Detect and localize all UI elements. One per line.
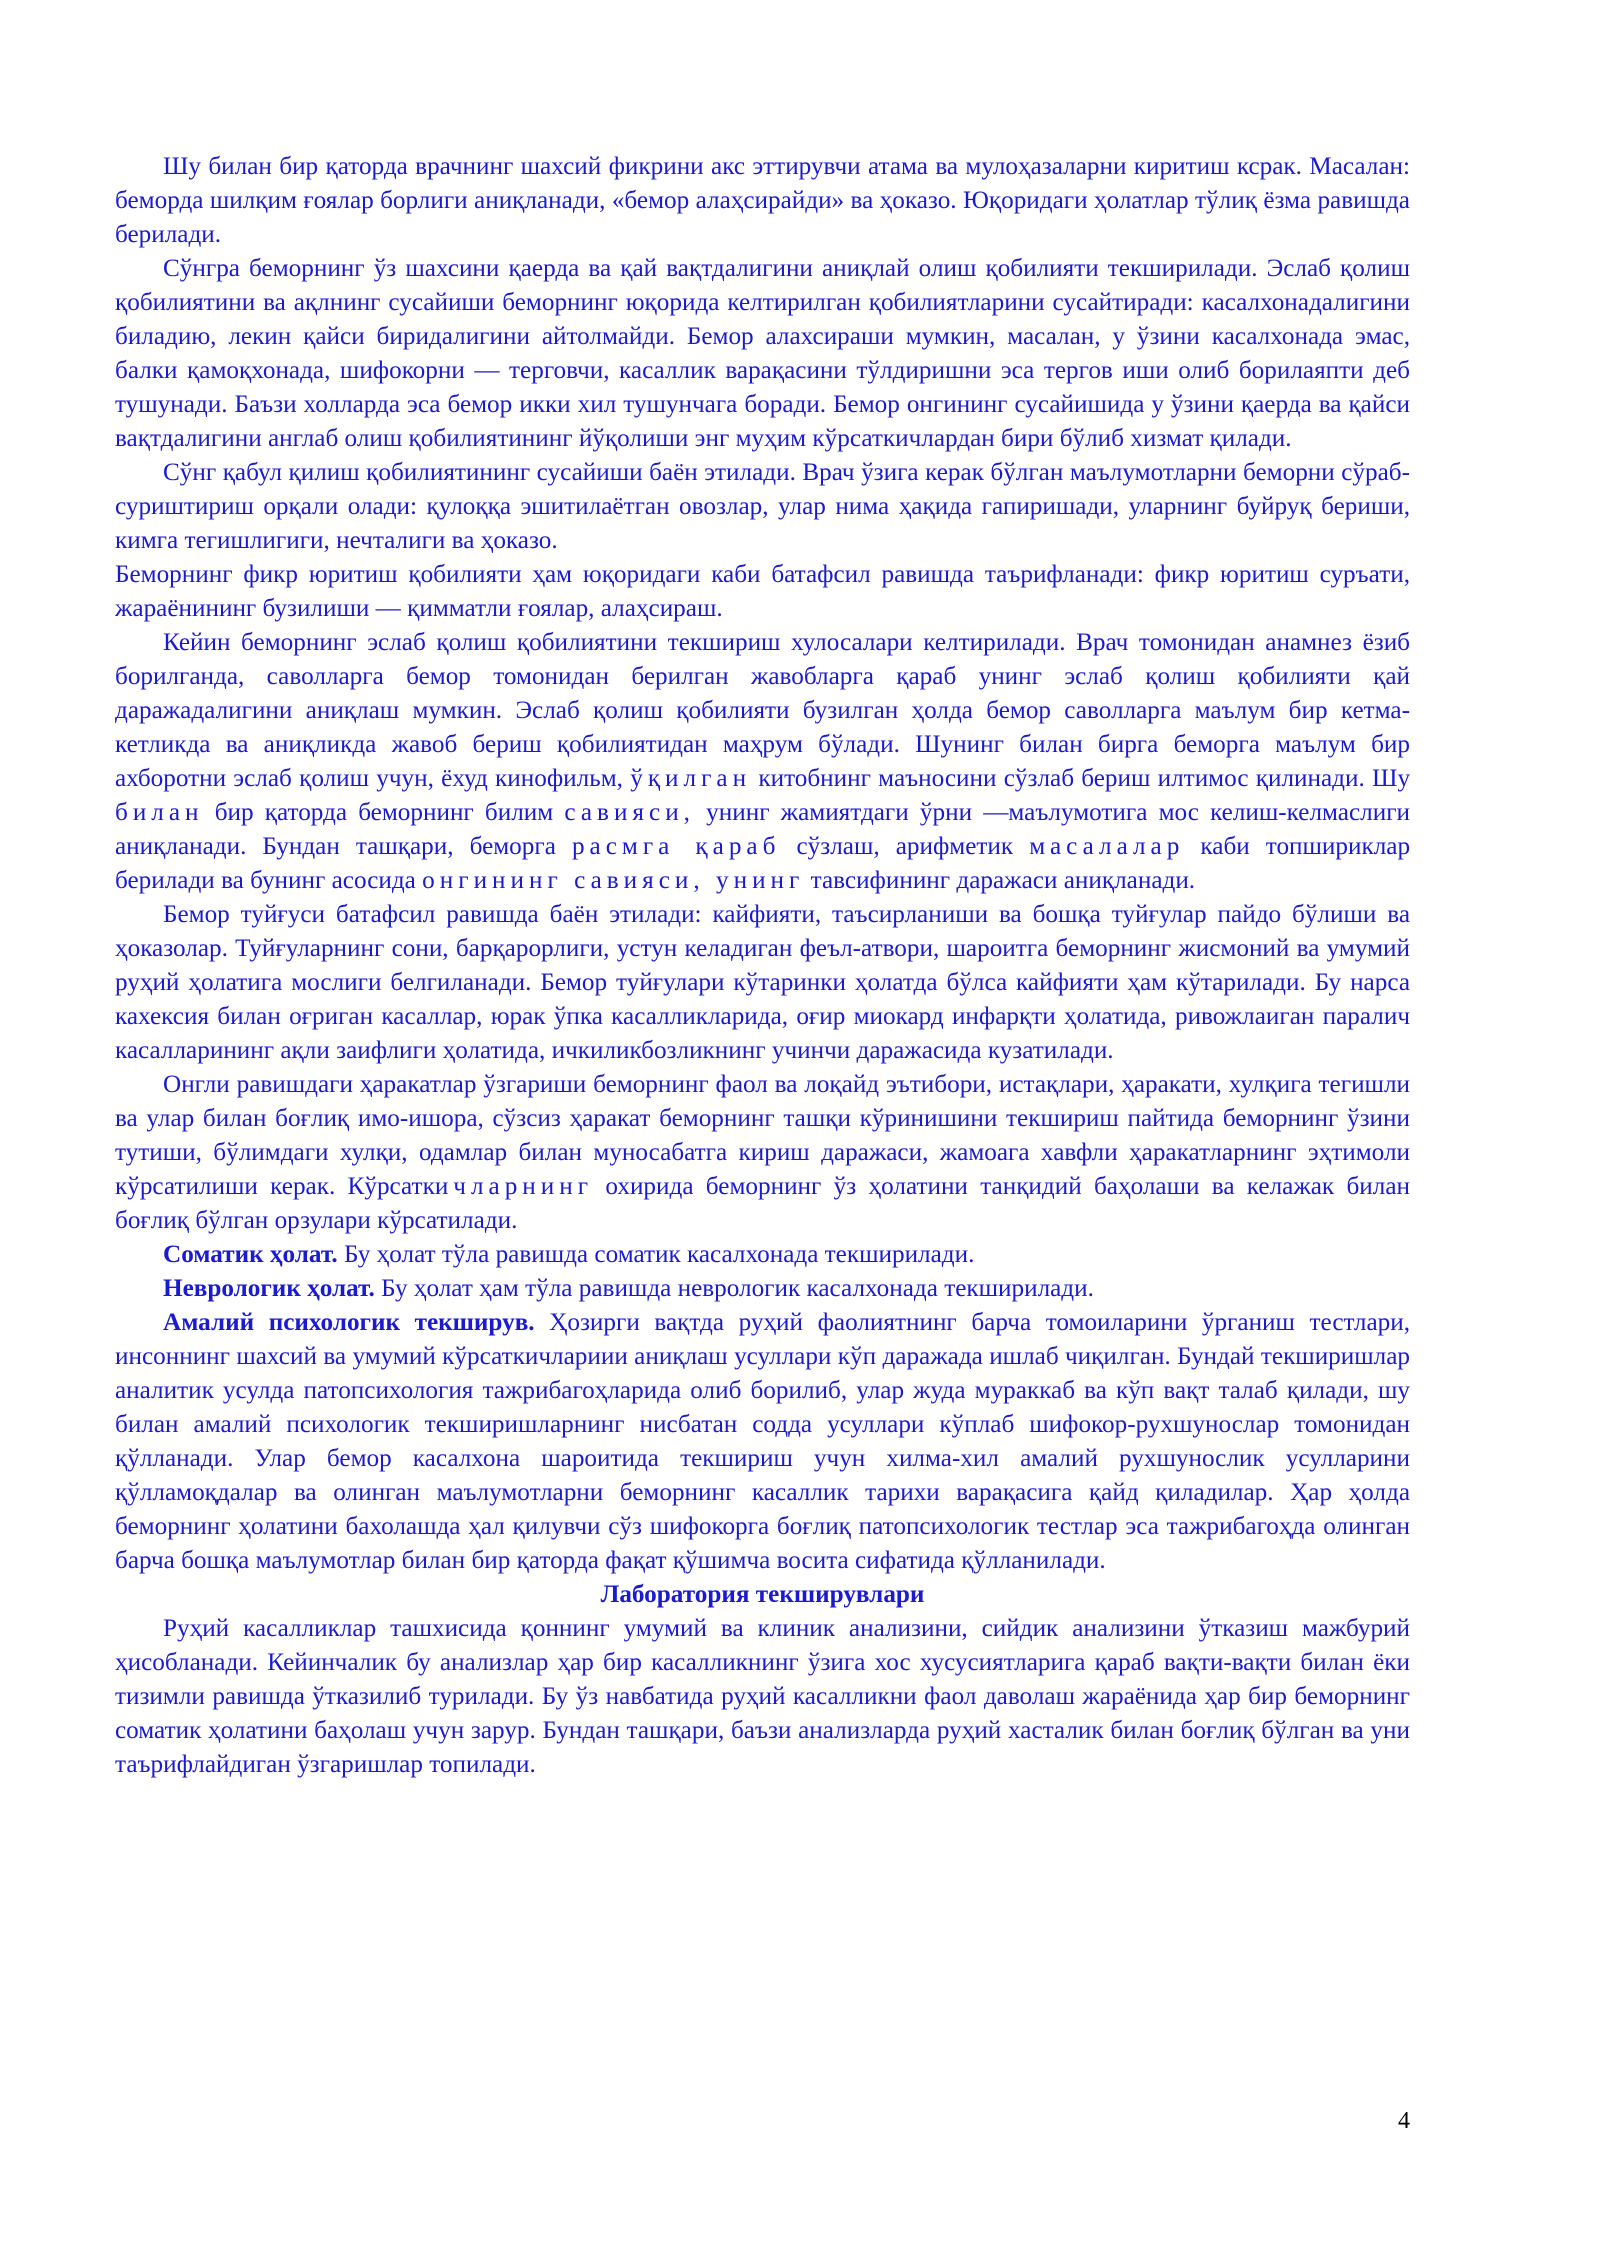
- somatic-heading: Соматик ҳолат.: [163, 1241, 338, 1268]
- text-run: Кейин беморнинг эслаб қолиш қобилиятини текшириш хулосалари келтирилади. Врач томонидан анамнез ёзиб борилганда, саволларга бемор томонидан берилган жавобларга қараб унинг эслаб қолиш қобилияти қай даражадалигини аниқлаш мумкин. Эслаб қолиш қобилияти бузилган ҳолда бемор саволларга маълум бир кетма-кетликда ва аниқликда жавоб бериш қобилиятидан маҳрум бўлади. Шунинг билан бирга беморга маълум бир ахборотни эслаб қолиш учун, ёхуд кинофильм,: [115, 629, 1410, 792]
- psych-paragraph: [115, 1306, 1410, 1578]
- paragraph-5: [115, 626, 1410, 898]
- text-run: охирида беморнинг ўз ҳолатини танқидий баҳолаши ва келажак билан боғлиқ бўлган орзулари кўрсатилади.: [115, 1173, 1410, 1234]
- neuro-text: Бу ҳолат ҳам тўла равишда неврологик касалхонада текширилади.: [374, 1275, 1094, 1302]
- lab-paragraph: Руҳий касалликлар ташхисида қоннинг умумий ва клиник анализини, сийдик анализини ўтказиш мажбурий ҳисобланади. Кейинчалик бу анализлар ҳар бир касалликнинг ўзига хос хусусиятларига қараб вақти-вақти билан ёки тизимли равишда ўтказилиб турилади. Бу ўз навбатида руҳий касалликни фаол даволаш жараёнида ҳар бир беморнинг соматик ҳолатини баҳолаш учун зарур. Бундан ташқари, баъзи анализларда руҳий хасталик билан боғлиқ бўлган ва уни таърифлайдиган ўзгаришлар топилади.: [115, 1615, 1410, 1778]
- neuro-paragraph: [115, 1272, 1410, 1306]
- psych-text: Ҳозирги вақтда руҳий фаолиятнинг барча томоиларини ўрганиш тестлари, инсоннинг шахсий ва умумий кўрсаткичлариии аниқлаш усуллари кўп даражада ишлаб чиқилган. Бундай текширишлар аналитик усулда патопсихология тажрибагоҳларида олиб борилиб, улар жуда мураккаб ва кўп вақт талаб қилади, шу билан амалий психологик текширишларнинг нисбатан содда усуллари кўплаб шифокор-рухшунослар томонидан қўлланади. Улар бемор касалхона шароитида текшириш учун хилма-хил амалий рухшунослик усулларини қўлламоқдалар ва олинган маълумотларни беморнинг касаллик тарихи варақасига қайд қиладилар. Ҳар ҳолда беморнинг ҳолатини бахолашда ҳал қилувчи сўз шифокорга боғлиқ патопсихологик тестлар эса тажрибагоҳда олинган барча бошқа маълумотлар билан бир қаторда фақат қўшимча восита сифатида қўлланилади.: [115, 1309, 1410, 1574]
- section-heading-lab: Лаборатория текширувлари: [600, 1581, 925, 1608]
- text-run: унинг жамиятдаги ўрни —маълумотига мос келиш-келмаслиги аниқланади. Бундан ташқари, беморга: [115, 799, 1411, 860]
- paragraph-1: Шу билан бир қаторда врачнинг шахсий фикрини акс эттирувчи атама ва мулоҳазаларни киритиш ксрак. Масалан: беморда шилқим ғоялар борлиги аниқланади, «бемор алаҳсирайди» ва ҳоказо. Юқоридаги ҳолатлар тўлиқ ёзма равишда берилади.: [115, 153, 1410, 248]
- spaced-text: билан: [115, 799, 204, 826]
- text-run: Онгли равишдаги ҳаракатлар ўзгариши беморнинг фаол ва лоқайд эътибори, истақлари, ҳаракати, хулқига тегишли ва улар билан боғлиқ имо-ишора, сўзсиз ҳаракат беморнинг ташқи кўринишини текшириш пайтида беморнинг ўзини тутиши, бўлимдаги хулқи, одамлар билан муносабатга кириш даражаси, жамоага хавфли ҳаракатларнинг эҳтимоли кўрсатилиши керак. Кўрсатк: [115, 1071, 1410, 1200]
- neuro-heading: Неврологик ҳолат.: [163, 1275, 375, 1302]
- paragraph-3: Сўнг қабул қилиш қобилиятининг сусайиши баён этилади. Врач ўзига керак бўлган маълумотларни беморни сўраб-суриштириш орқали олади: қулоққа эшитилаётган овозлар, улар нима ҳақида гапиришади, уларнинг буйруқ бериши, кимга тегишлигиги, нечталиги ва ҳоказо.: [115, 459, 1410, 554]
- text-run: тавсифининг даражаси аниқланади.: [810, 867, 1196, 894]
- somatic-paragraph: [115, 1238, 1410, 1272]
- document-page: [115, 150, 1410, 1782]
- paragraph-7: [115, 1068, 1410, 1238]
- text-run: каби топшириклар берилади ва бунинг асосида: [115, 833, 1411, 894]
- spaced-text: савияси,: [564, 799, 695, 826]
- paragraph-6: Бемор туйғуси батафсил равишда баён этилади: кайфияти, таъсирланиши ва бошқа туйғулар пайдо бўлиши ва ҳоказолар. Туйғуларнинг сони, барқарорлиги, устун келадиган феъл-атвори, шароитга беморнинг жисмоний ва умумий руҳий ҳолатига мослиги белгиланади. Бемор туйғулари кўтаринки ҳолатда бўлса кайфияти ҳам кўтарилади. Бу нарса кахексия билан оғриган касаллар, юрак ўпка касалликларида, оғир миокард инфарқти ҳолатида, ривожлаиган паралич касалларининг ақли заифлиги ҳолатида, ичкиликбозликнинг учинчи даражасида кузатилади.: [115, 901, 1410, 1064]
- spaced-text: онгининг савияси, унинг: [422, 867, 805, 894]
- text-run: китобнинг маъносини сўзлаб бериш илтимос қилинади. Шу: [758, 765, 1411, 792]
- spaced-text: ичларнинг: [434, 1173, 594, 1200]
- page-number: 4: [1398, 2108, 1410, 2134]
- spaced-text: расмга қараб: [571, 833, 781, 860]
- psych-heading: Амалий психологик текширув.: [163, 1309, 535, 1336]
- spaced-text: ўқилган: [630, 765, 752, 792]
- spaced-text: масалалар: [1029, 833, 1185, 860]
- text-run: сўзлаш, арифметик: [796, 833, 1014, 860]
- somatic-text: Бу ҳолат тўла равишда соматик касалхонада текширилади.: [337, 1241, 975, 1268]
- text-run: бир қаторда беморнинг билим: [214, 799, 554, 826]
- paragraph-4: Беморнинг фикр юритиш қобилияти ҳам юқоридаги каби батафсил равишда таърифланади: фикр юритиш суръати, жараёнининг бузилиши — қимматли ғоялар, алаҳсираш.: [115, 561, 1410, 622]
- paragraph-2: Сўнгра беморнинг ўз шахсини қаерда ва қай вақтдалигини аниқлай олиш қобилияти текширилади. Эслаб қолиш қобилиятини ва ақлнинг сусайиши беморнинг юқорида келтирилган қобилиятларини сусайтиради: касалхонадалигини биладию, лекин қайси биридалигини айтолмайди. Бемор алахсираши мумкин, масалан, у ўзини касалхонада эмас, балки қамоқхонада, шифокорни — терговчи, касаллик варақасини тўлдиришни эса тергов иши олиб борилаяпти деб тушунади. Баъзи холларда эса бемор икки хил тушунчага боради. Бемор онгининг сусайишида у ўзини қаерда ва қайси вақтдалигини англаб олиш қобилиятининг йўқолиши энг муҳим кўрсаткичлардан бири бўлиб хизмат қилади.: [115, 255, 1410, 452]
